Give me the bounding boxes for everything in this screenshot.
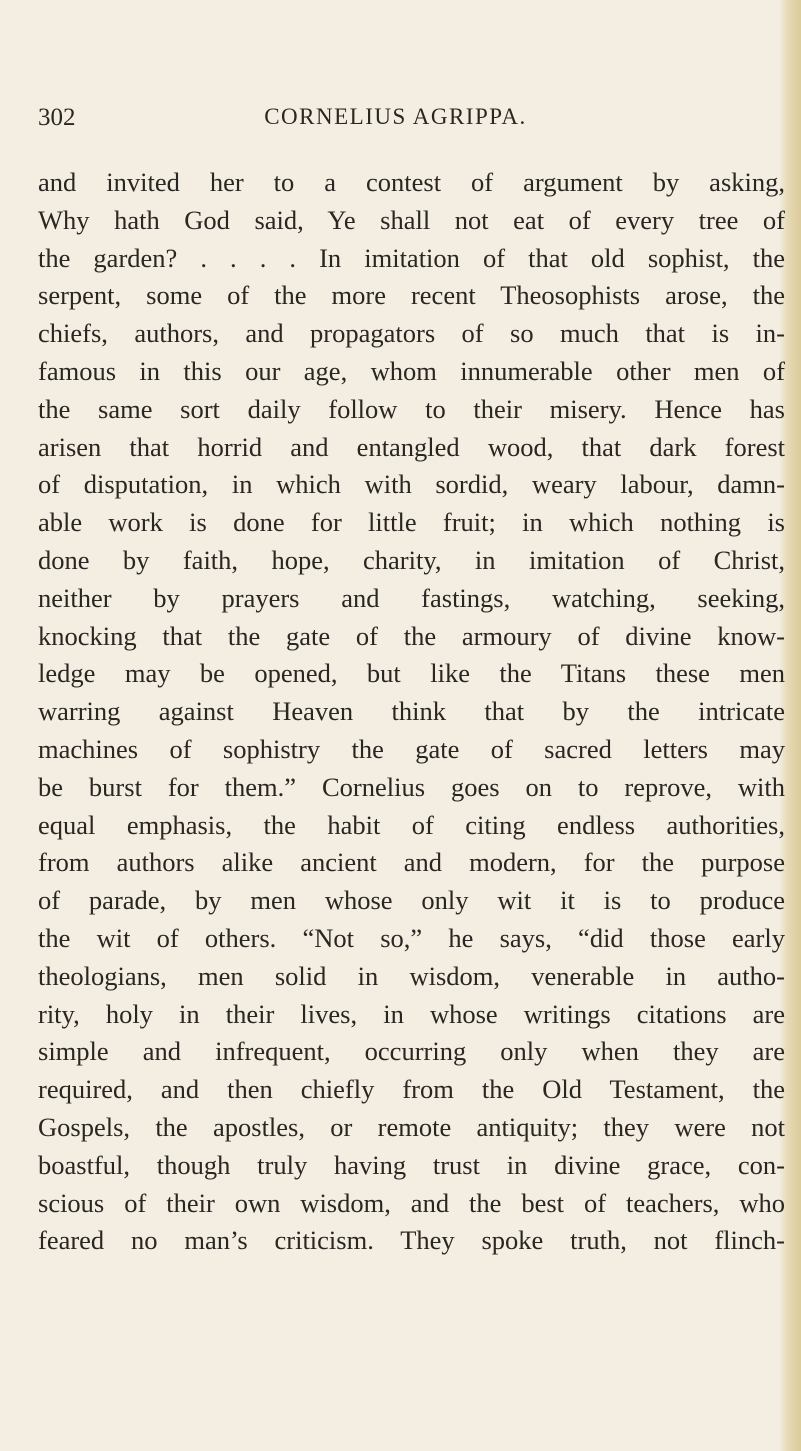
text-line: serpent, some of the more recent Theosophists arose, the (38, 280, 785, 311)
text-line: chiefs, authors, and propagators of so much that is in- (38, 318, 785, 349)
text-line: theologians, men solid in wisdom, venerable in autho- (38, 960, 785, 991)
text-line: the garden? . . . . In imitation of that old sophist, the (38, 242, 785, 273)
text-line: able work is done for little fruit; in which nothing is (38, 507, 785, 538)
running-head: CORNELIUS AGRIPPA. (264, 104, 527, 129)
page-header (38, 104, 753, 138)
body-text (38, 164, 785, 1260)
text-line: neither by prayers and fastings, watching, seeking, (38, 582, 785, 613)
text-line: boastful, though truly having trust in divine grace, con- (38, 1149, 785, 1180)
text-line: simple and infrequent, occurring only when they are (38, 1036, 785, 1067)
text-line: famous in this our age, whom innumerable other men of (38, 355, 785, 386)
text-line: done by faith, hope, charity, in imitation of Christ, (38, 544, 785, 575)
text-line: the same sort daily follow to their misery. Hence has (38, 393, 785, 424)
text-line: and invited her to a contest of argument by asking, (38, 167, 785, 197)
text-line: from authors alike ancient and modern, for the purpose (38, 847, 785, 878)
text-line: equal emphasis, the habit of citing endless authorities, (38, 809, 785, 840)
text-line: machines of sophistry the gate of sacred letters may (38, 733, 785, 764)
text-line: be burst for them.” Cornelius goes on to reprove, with (38, 771, 785, 802)
text-line: rity, holy in their lives, in whose writings citations are (38, 998, 785, 1029)
text-line: Why hath God said, Ye shall not eat of every tree of (38, 204, 785, 235)
text-line: of parade, by men whose only wit it is to produce (38, 885, 785, 916)
text-line: the wit of others. “Not so,” he says, “did those early (38, 922, 785, 953)
text-line: feared no man’s criticism. They spoke truth, not flinch- (38, 1225, 785, 1256)
text-line: scious of their own wisdom, and the best of teachers, who (38, 1187, 785, 1218)
text-line: knocking that the gate of the armoury of divine know- (38, 620, 785, 651)
text-line: warring against Heaven think that by the intricate (38, 696, 785, 727)
page-number: 302 (38, 104, 76, 131)
text-line: arisen that horrid and entangled wood, that dark forest (38, 431, 785, 462)
text-line: of disputation, in which with sordid, weary labour, damn- (38, 469, 785, 500)
text-line: required, and then chiefly from the Old Testament, the (38, 1074, 785, 1105)
text-line: ledge may be opened, but like the Titans these men (38, 658, 785, 689)
text-line: Gospels, the apostles, or remote antiquity; they were not (38, 1111, 785, 1142)
